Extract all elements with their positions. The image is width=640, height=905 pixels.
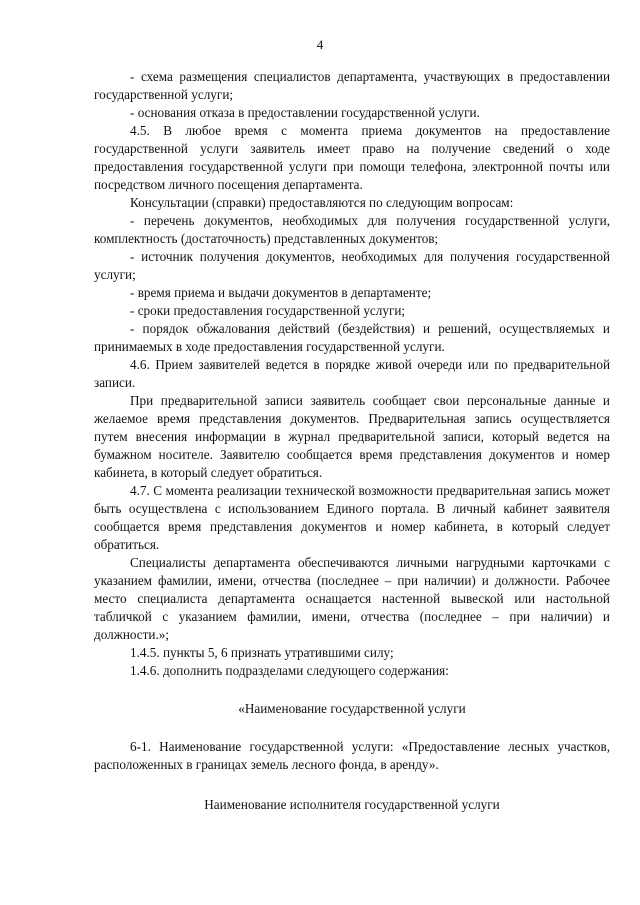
paragraph: Специалисты департамента обеспечиваются личными нагрудными карточками с указанием фамилии, имени, отчества (последнее – при наличии) и должности. Рабочее место специалиста департамента оснащается настенной вывеской или настольной табличкой с указанием фамилии, имени, отчества (последнее – при наличии) и должности.»; [94,555,610,642]
section-heading-service: «Наименование государственной услуги [238,701,466,716]
paragraph: 4.6. Прием заявителей ведется в порядке живой очереди или по предварительной записи. [94,357,610,390]
paragraph: - основания отказа в предоставлении государственной услуги. [130,105,480,120]
paragraph: - время приема и выдачи документов в департаменте; [130,285,432,300]
paragraph: - источник получения документов, необходимых для получения государственной услуги; [94,249,610,282]
paragraph: 1.4.5. пункты 5, 6 признать утратившими силу; [130,645,394,660]
document-body [94,68,610,814]
paragraph-6-1: 6-1. Наименование государственной услуги: «Предоставление лесных участков, расположенных в границах земель лесного фонда, в аренду». [94,739,610,772]
page-number: 4 [316,37,324,52]
paragraph: - перечень документов, необходимых для получения государственной услуги, комплектность (достаточность) представленных документов; [94,213,610,246]
paragraph: - схема размещения специалистов департамента, участвующих в предоставлении государственной услуги; [94,69,610,102]
section-heading-executor: Наименование исполнителя государственной услуги [204,797,500,812]
paragraph: 1.4.6. дополнить подразделами следующего содержания: [130,663,449,678]
paragraph: - порядок обжалования действий (бездействия) и решений, осуществляемых и принимаемых в ходе предоставления государственной услуги. [94,321,610,354]
paragraph: Консультации (справки) предоставляются по следующим вопросам: [130,195,514,210]
paragraph: 4.5. В любое время с момента приема документов на предоставление государственной услуги заявитель имеет право на получение сведений о ходе предоставления государственной услуги при помощи телефона, электронной почты или посредством личного посещения департамента. [94,123,610,192]
paragraph: - сроки предоставления государственной услуги; [130,303,406,318]
paragraph: 4.7. С момента реализации технической возможности предварительная запись может быть осуществлена с использованием Единого портала. В личный кабинет заявителя сообщается время представления документов и номер кабинета, в который следует обратиться. [94,483,610,552]
paragraph: При предварительной записи заявитель сообщает свои персональные данные и желаемое время представления документов. Предварительная запись осуществляется путем внесения информации в журнал предварительной записи, который ведется на бумажном носителе. Заявителю сообщается время представления документов и номер кабинета, в который следует обратиться. [94,393,610,480]
